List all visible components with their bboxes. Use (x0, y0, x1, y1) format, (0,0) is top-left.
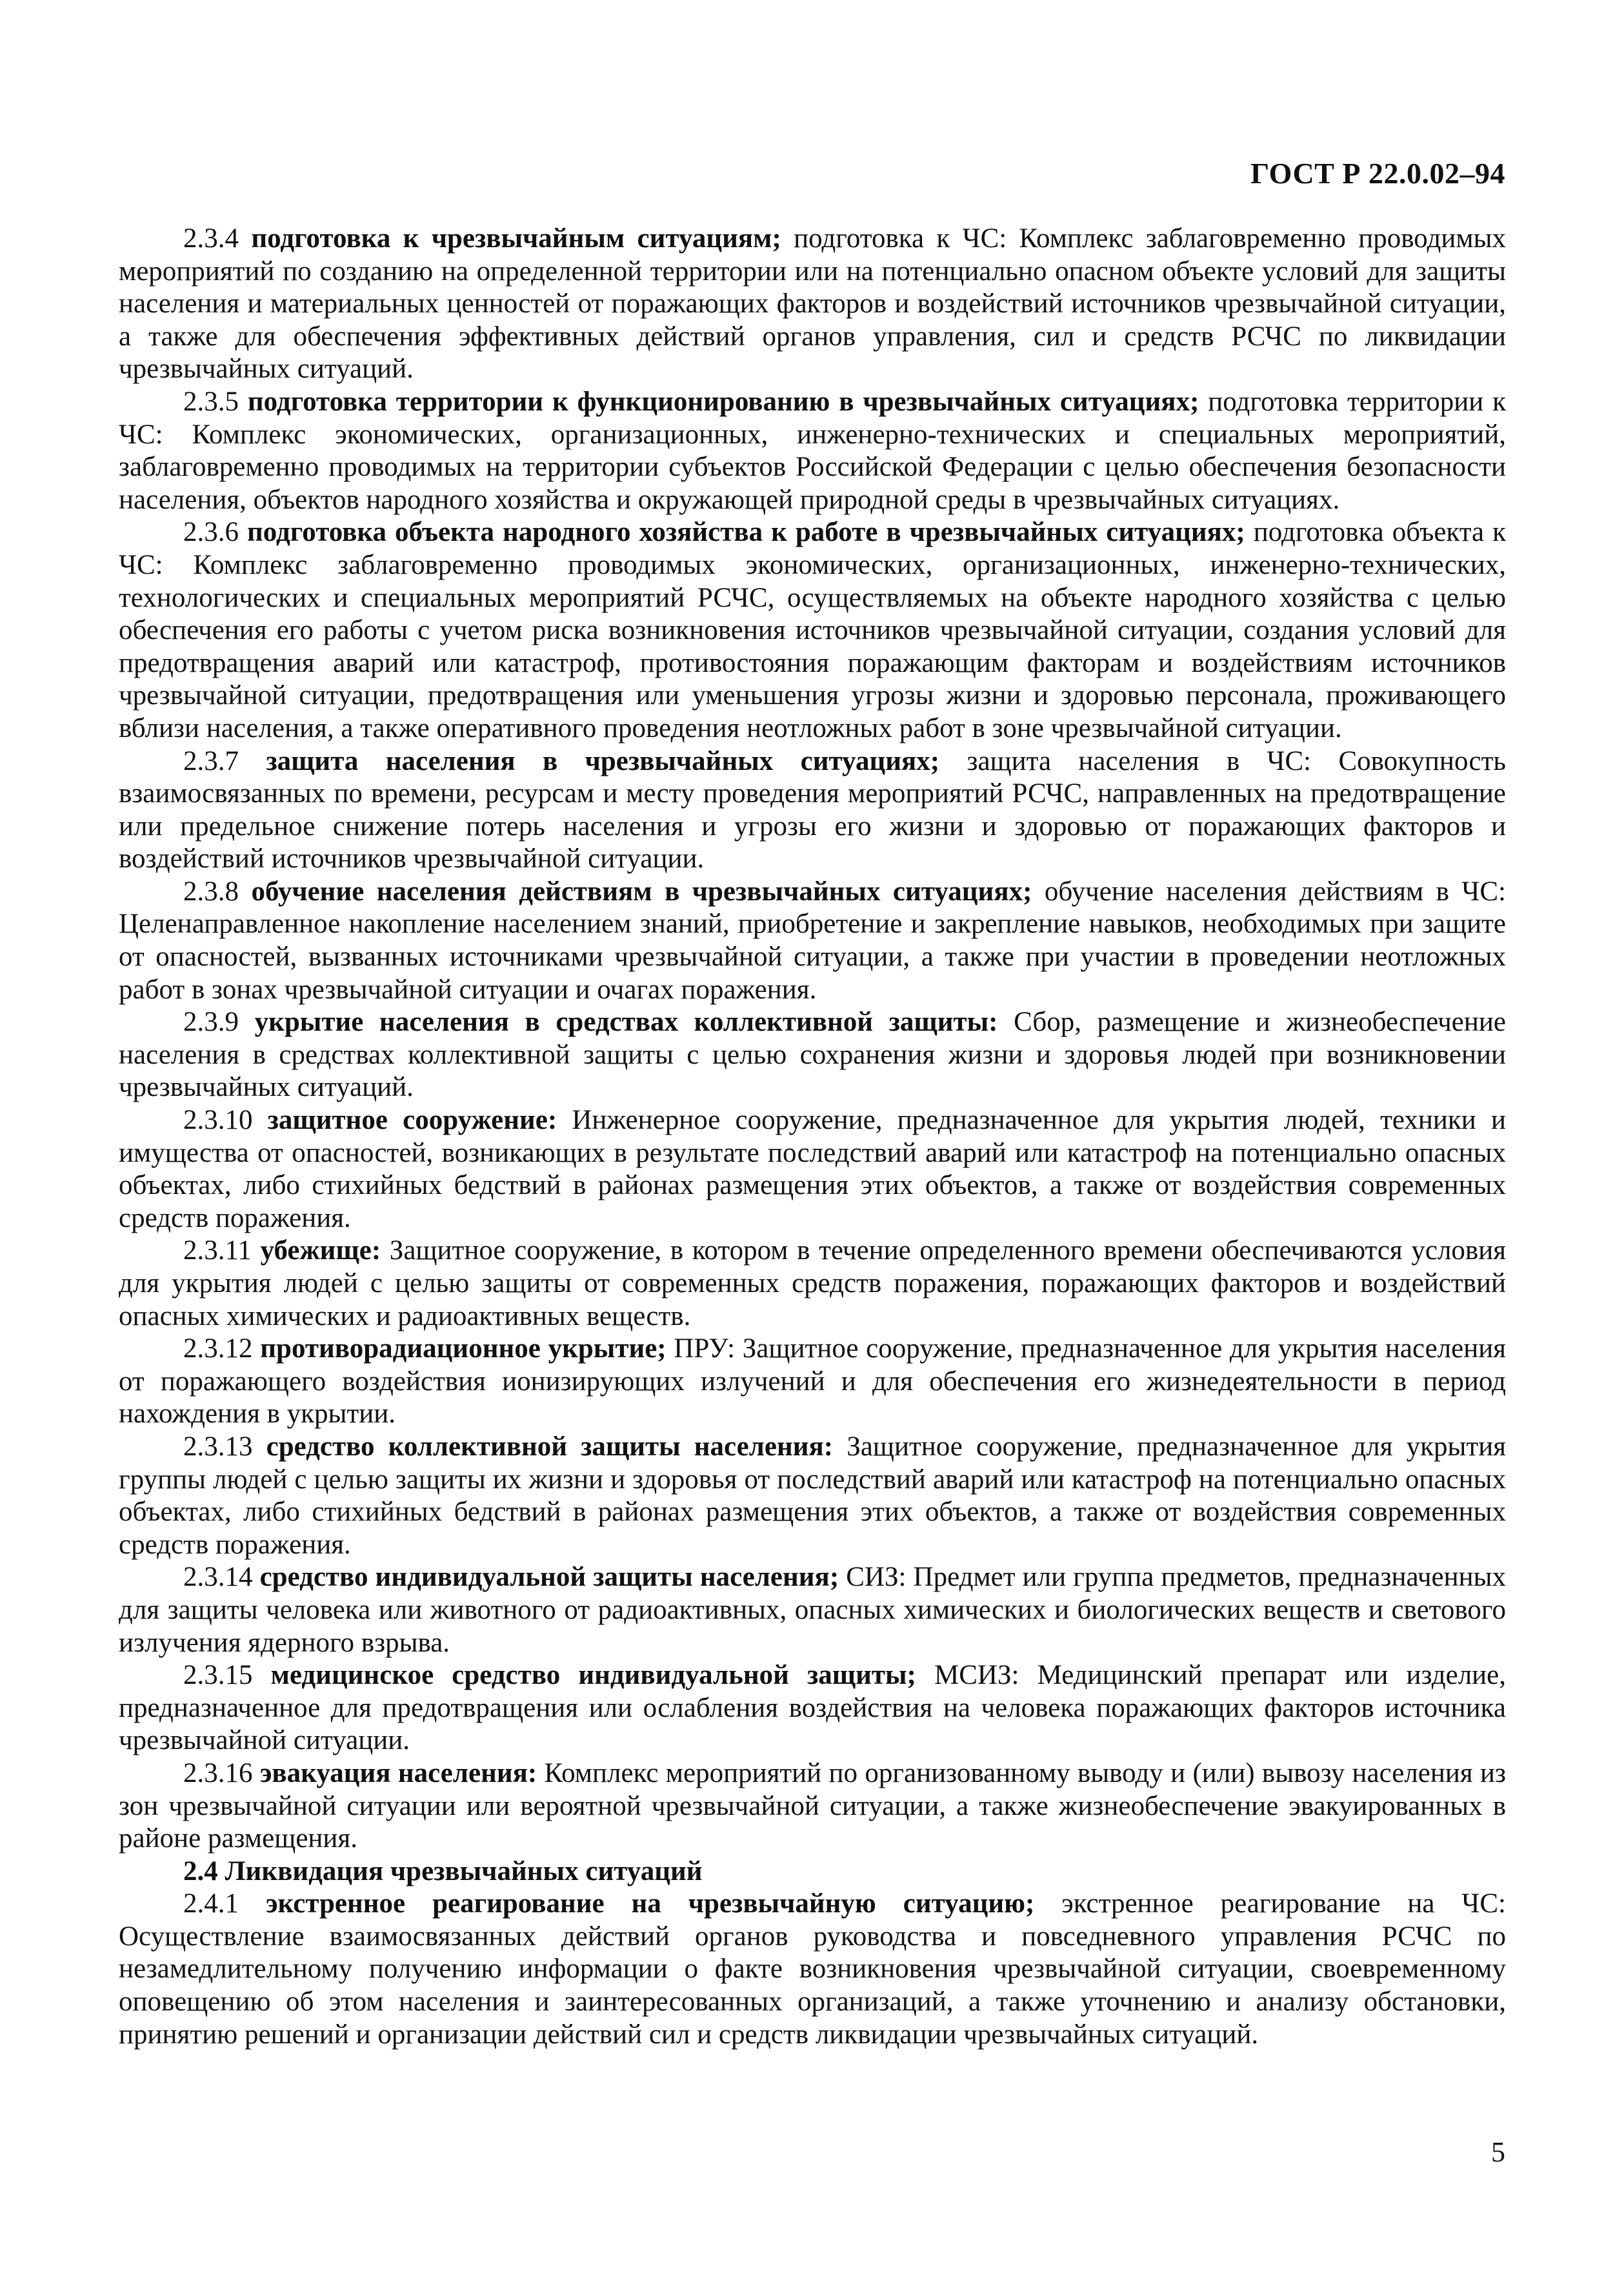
clause-text: обучение населения действиям в ЧС: Целенаправленное накопление населением знаний, приобретение и закрепление навыков, необходимых при защите от опасностей, вызванных источниками чрезвычайной ситуации, а также при участии в проведении неотложных работ в зонах чрезвычайной ситуации и очагах поражения. (119, 876, 1506, 1005)
clause-number: 2.3.8 (183, 876, 239, 907)
clause-term: противорадиационное укрытие; (260, 1333, 667, 1364)
clause-number: 2.3.11 (183, 1235, 252, 1266)
clause-number: 2.3.16 (183, 1757, 253, 1788)
clause-term: защитное сооружение: (267, 1105, 557, 1136)
clause-number: 2.3.10 (183, 1105, 253, 1136)
page-number: 5 (1491, 2136, 1505, 2168)
section-heading-2-4 (119, 1855, 1506, 1888)
clause-number: 2.3.7 (183, 745, 239, 776)
clause-2-3-12 (119, 1333, 1506, 1431)
clause-2-3-8 (119, 876, 1506, 1006)
clause-number: 2.3.5 (183, 386, 239, 417)
clause-2-3-5 (119, 386, 1506, 516)
clause-2-3-6 (119, 516, 1506, 745)
clause-2-3-15 (119, 1659, 1506, 1757)
clause-number: 2.3.15 (183, 1660, 253, 1691)
clause-text: МСИЗ: Медицинский препарат или изделие, предназначенное для предотвращения или ослабления воздействия на человека поражающих факторов источника чрезвычайной ситуации. (119, 1660, 1506, 1756)
clause-text: ПРУ: Защитное сооружение, предназначенное для укрытия населения от поражающего воздействия ионизирующих излучений и для обеспечения его жизнедеятельности в период нахождения в укрытии. (119, 1333, 1506, 1430)
clause-term: убежище: (260, 1235, 381, 1266)
clause-term: подготовка объекта народного хозяйства к работе в чрезвычайных ситуациях; (247, 517, 1245, 548)
clause-text: подготовка к ЧС: Комплекс заблаговременно проводимых мероприятий по созданию на определенной территории или на потенциально опасном объекте условий для защиты населения и материальных ценностей от поражающих факторов и воздействий источников чрезвычайной ситуации, а также для обеспечения эффективных действий органов управления, сил и средств РСЧС по ликвидации чрезвычайных ситуаций. (119, 223, 1506, 385)
clause-text: Защитное сооружение, предназначенное для укрытия группы людей с целью защиты их жизни и здоровья от последствий аварий или катастроф на потенциально опасных объектах, либо стихийных бедствий в районах размещения этих объектов, а также от воздействия современных средств поражения. (119, 1431, 1506, 1560)
clause-text: подготовка территории к ЧС: Комплекс экономических, организационных, инженерно-технических и специальных мероприятий, заблаговременно проводимых на территории субъектов Российской Федерации с целью обеспечения безопасности населения, объектов народного хозяйства и окружающей природной среды в чрезвычайных ситуациях. (119, 386, 1507, 515)
clause-number: 2.3.6 (183, 517, 239, 548)
section-number: 2.4 (183, 1855, 218, 1886)
clause-term: медицинское средство индивидуальной защиты; (270, 1660, 916, 1691)
clause-term: обучение населения действиям в чрезвычайных ситуациях; (251, 876, 1032, 907)
clause-2-4-1 (119, 1888, 1506, 2051)
clause-text: подготовка объекта к ЧС: Комплекс заблаговременно проводимых экономических, организационных, инженерно-технических, технологических и специальных мероприятий РСЧС, осуществляемых на объекте народного хозяйства с целью обеспечения его работы с учетом риска возникновения источников чрезвычайной ситуации, создания условий для предотвращения аварий или катастроф, противостояния поражающим факторам и воздействиям источников чрезвычайной ситуации, предотвращения или уменьшения угрозы жизни и здоровью персонала, проживающего вблизи населения, а также оперативного проведения неотложных работ в зоне чрезвычайной ситуации. (119, 517, 1507, 743)
clause-text: Сбор, размещение и жизнеобеспечение населения в средствах коллективной защиты с целью сохранения жизни и здоровья людей при возникновении чрезвычайных ситуаций. (119, 1007, 1506, 1103)
clause-number: 2.4.1 (183, 1888, 239, 1919)
clause-term: экстренное реагирование на чрезвычайную ситуацию; (265, 1888, 1035, 1919)
clause-2-3-4 (119, 223, 1506, 386)
clause-term: защита населения в чрезвычайных ситуациях; (266, 745, 940, 776)
clause-text: СИЗ: Предмет или группа предметов, предназначенных для защиты человека или животного от радиоактивных, опасных химических и биологических веществ и светового излучения ядерного взрыва. (119, 1562, 1506, 1658)
clause-text: Инженерное сооружение, предназначенное для укрытия людей, техники и имущества от опасностей, возникающих в результате последствий аварий или катастроф на потенциально опасных объектах, либо стихийных бедствий в районах размещения этих объектов, а также от воздействия современных средств поражения. (119, 1105, 1506, 1233)
document-code: ГОСТ Р 22.0.02–94 (1250, 157, 1505, 190)
clause-term: укрытие населения в средствах коллективной защиты: (254, 1007, 998, 1038)
clause-number: 2.3.13 (183, 1431, 253, 1462)
clause-text: экстренное реагирование на ЧС: Осуществление взаимосвязанных действий органов руководства и повседневного управления РСЧС по незамедлительному получению информации о факте возникновения чрезвычайной ситуации, своевременному оповещению об этом населения и заинтересованных организаций, а также уточнению и анализу обстановки, принятию решений и организации действий сил и средств ликвидации чрезвычайных ситуаций. (119, 1888, 1507, 2050)
clause-number: 2.3.12 (183, 1333, 253, 1364)
clause-2-3-16 (119, 1757, 1506, 1855)
clause-term: средство индивидуальной защиты населения; (259, 1562, 839, 1593)
section-title: Ликвидация чрезвычайных ситуаций (225, 1855, 703, 1886)
clause-2-3-11 (119, 1235, 1506, 1333)
clause-number: 2.3.4 (183, 223, 239, 254)
clause-number: 2.3.9 (183, 1007, 239, 1038)
clause-number: 2.3.14 (183, 1562, 253, 1593)
clause-text: Комплекс мероприятий по организованному выводу и (или) вывозу населения из зон чрезвычайной ситуации или вероятной чрезвычайной ситуации, а также жизнеобеспечение эвакуированных в районе размещения. (119, 1757, 1506, 1854)
clause-term: средство коллективной защиты населения: (266, 1431, 834, 1462)
clause-term: подготовка к чрезвычайным ситуациям; (251, 223, 781, 254)
clause-term: подготовка территории к функционированию в чрезвычайных ситуациях; (247, 386, 1199, 417)
clause-2-3-7 (119, 745, 1506, 876)
document-body (119, 223, 1506, 2051)
clause-term: эвакуация населения: (259, 1757, 537, 1788)
clause-text: защита населения в ЧС: Совокупность взаимосвязанных по времени, ресурсам и месту проведения мероприятий РСЧС, направленных на предотвращение или предельное снижение потерь населения и угрозы его жизни и здоровью от поражающих факторов и воздействий источников чрезвычайной ситуации. (119, 745, 1507, 875)
clause-2-3-14 (119, 1561, 1506, 1659)
clause-2-3-13 (119, 1431, 1506, 1561)
clause-2-3-9 (119, 1006, 1506, 1104)
clause-text: Защитное сооружение, в котором в течение определенного времени обеспечиваются условия для укрытия людей с целью защиты от современных средств поражения, поражающих факторов и воздействий опасных химических и радиоактивных веществ. (119, 1235, 1506, 1331)
clause-2-3-10 (119, 1104, 1506, 1235)
